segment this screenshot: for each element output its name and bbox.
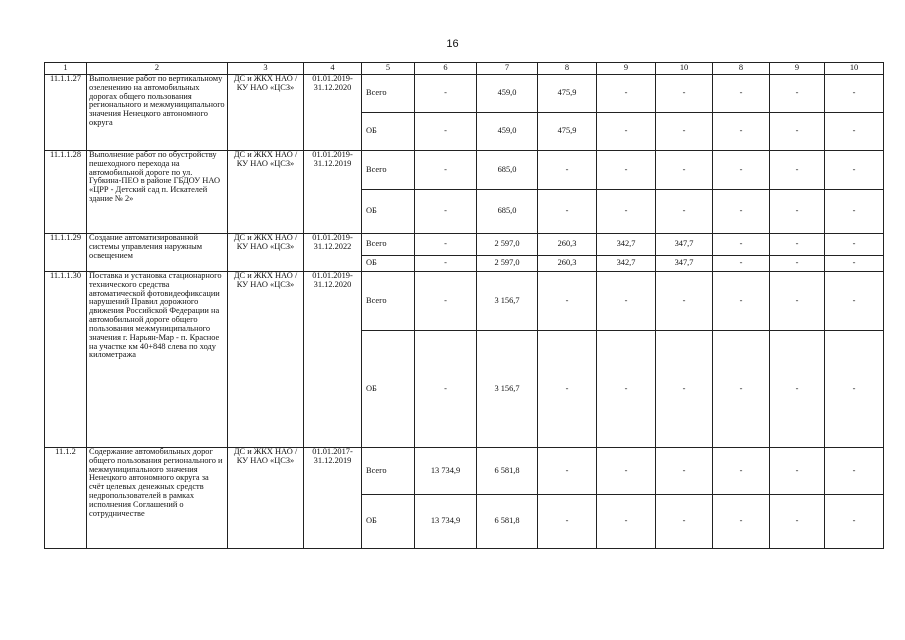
column-header: 8	[538, 63, 597, 75]
column-header: 7	[477, 63, 538, 75]
funding-source: Всего	[362, 234, 415, 256]
funding-value: 342,7	[597, 234, 656, 256]
funding-value: -	[656, 272, 713, 331]
funding-value: -	[597, 75, 656, 113]
funding-value: 2 597,0	[477, 234, 538, 256]
funding-value: -	[825, 331, 884, 448]
funding-value: -	[538, 151, 597, 190]
funding-value: 475,9	[538, 75, 597, 113]
item-name: Содержание автомобильных дорог общего пользования регионального и межмуниципального значения Ненецкого автономного округа за счёт целевых денежных средств недропользователей в рамках исполнения Соглашений о сотрудничестве	[87, 448, 228, 549]
table-row	[45, 448, 884, 495]
funding-value: -	[538, 448, 597, 495]
funding-value: -	[825, 256, 884, 272]
funding-value: -	[770, 272, 825, 331]
funding-value: 685,0	[477, 190, 538, 234]
funding-source: ОБ	[362, 256, 415, 272]
funding-value: -	[825, 151, 884, 190]
column-header: 2	[87, 63, 228, 75]
funding-value: -	[770, 113, 825, 151]
funding-source: ОБ	[362, 495, 415, 549]
funding-value: -	[597, 331, 656, 448]
funding-value: -	[770, 495, 825, 549]
funding-value: 6 581,8	[477, 448, 538, 495]
item-number: 11.1.1.30	[45, 272, 87, 448]
funding-value: -	[415, 331, 477, 448]
funding-value: -	[825, 113, 884, 151]
funding-value: 685,0	[477, 151, 538, 190]
funding-value: -	[597, 272, 656, 331]
item-number: 11.1.1.29	[45, 234, 87, 272]
table-row	[45, 234, 884, 256]
item-name: Выполнение работ по вертикальному озеленению на автомобильных дорогах общего пользования регионального и межмуниципального значения Ненецкого автономного округа	[87, 75, 228, 151]
funding-value: -	[770, 151, 825, 190]
column-header: 5	[362, 63, 415, 75]
funding-value: -	[656, 448, 713, 495]
funding-value: 342,7	[597, 256, 656, 272]
funding-source: Всего	[362, 448, 415, 495]
funding-value: -	[415, 256, 477, 272]
item-name: Создание автоматизированной системы управления наружным освещением	[87, 234, 228, 272]
funding-value: -	[713, 331, 770, 448]
funding-value: -	[770, 190, 825, 234]
responsible-executor: ДС и ЖКХ НАО / КУ НАО «ЦСЗ»	[228, 272, 304, 448]
implementation-period: 01.01.2019-31.12.2022	[304, 234, 362, 272]
funding-value: -	[825, 495, 884, 549]
funding-value: -	[538, 495, 597, 549]
funding-source: Всего	[362, 272, 415, 331]
responsible-executor: ДС и ЖКХ НАО / КУ НАО «ЦСЗ»	[228, 75, 304, 151]
funding-value: -	[825, 190, 884, 234]
funding-value: -	[770, 234, 825, 256]
funding-value: -	[713, 234, 770, 256]
table-row	[45, 75, 884, 113]
funding-value: -	[825, 448, 884, 495]
funding-value: -	[415, 234, 477, 256]
funding-value: -	[415, 190, 477, 234]
funding-source: Всего	[362, 151, 415, 190]
table-row	[45, 151, 884, 190]
funding-value: -	[713, 113, 770, 151]
funding-value: 347,7	[656, 234, 713, 256]
funding-value: -	[415, 75, 477, 113]
funding-value: -	[825, 234, 884, 256]
column-header: 8	[713, 63, 770, 75]
funding-value: -	[656, 151, 713, 190]
funding-value: -	[656, 75, 713, 113]
item-number: 11.1.2	[45, 448, 87, 549]
funding-value: 6 581,8	[477, 495, 538, 549]
funding-value: 347,7	[656, 256, 713, 272]
funding-value: 13 734,9	[415, 495, 477, 549]
funding-value: -	[713, 151, 770, 190]
funding-value: -	[713, 272, 770, 331]
funding-value: -	[538, 272, 597, 331]
implementation-period: 01.01.2017-31.12.2019	[304, 448, 362, 549]
implementation-period: 01.01.2019-31.12.2020	[304, 75, 362, 151]
funding-value: 2 597,0	[477, 256, 538, 272]
funding-source: ОБ	[362, 113, 415, 151]
program-table	[44, 62, 884, 549]
item-name: Поставка и установка стационарного технического средства автоматической фотовидеофиксации нарушений Правил дорожного движения Российской Федерации на автомобильной дороге общего пользования межмуниципального значения г. Нарьян-Мар - п. Красное на участке км 40+848 слева по ходу километража	[87, 272, 228, 448]
funding-value: 3 156,7	[477, 331, 538, 448]
column-header: 6	[415, 63, 477, 75]
funding-source: ОБ	[362, 331, 415, 448]
item-number: 11.1.1.27	[45, 75, 87, 151]
funding-value: 260,3	[538, 256, 597, 272]
funding-value: -	[713, 256, 770, 272]
column-header: 10	[825, 63, 884, 75]
implementation-period: 01.01.2019-31.12.2020	[304, 272, 362, 448]
page-number: 16	[446, 38, 459, 50]
funding-value: -	[597, 495, 656, 549]
funding-value: -	[770, 448, 825, 495]
funding-value: -	[597, 190, 656, 234]
funding-value: -	[713, 495, 770, 549]
funding-value: -	[415, 272, 477, 331]
funding-value: 475,9	[538, 113, 597, 151]
funding-value: -	[415, 113, 477, 151]
column-header: 9	[770, 63, 825, 75]
funding-value: -	[415, 151, 477, 190]
column-header: 1	[45, 63, 87, 75]
funding-value: -	[597, 448, 656, 495]
table-row	[45, 272, 884, 331]
funding-value: -	[656, 331, 713, 448]
column-header: 9	[597, 63, 656, 75]
column-header: 10	[656, 63, 713, 75]
funding-value: -	[597, 113, 656, 151]
responsible-executor: ДС и ЖКХ НАО / КУ НАО «ЦСЗ»	[228, 448, 304, 549]
funding-value: 459,0	[477, 75, 538, 113]
funding-value: -	[538, 331, 597, 448]
funding-value: -	[656, 495, 713, 549]
funding-value: -	[770, 331, 825, 448]
responsible-executor: ДС и ЖКХ НАО / КУ НАО «ЦСЗ»	[228, 151, 304, 234]
implementation-period: 01.01.2019-31.12.2019	[304, 151, 362, 234]
funding-value: -	[825, 272, 884, 331]
funding-value: -	[825, 75, 884, 113]
funding-value: -	[713, 448, 770, 495]
column-header: 4	[304, 63, 362, 75]
funding-value: -	[770, 75, 825, 113]
funding-value: -	[713, 190, 770, 234]
funding-source: Всего	[362, 75, 415, 113]
funding-value: -	[656, 113, 713, 151]
funding-source: ОБ	[362, 190, 415, 234]
funding-value: -	[656, 190, 713, 234]
item-number: 11.1.1.28	[45, 151, 87, 234]
funding-value: -	[713, 75, 770, 113]
header-row	[45, 63, 884, 75]
funding-value: 13 734,9	[415, 448, 477, 495]
column-header: 3	[228, 63, 304, 75]
funding-value: 3 156,7	[477, 272, 538, 331]
funding-value: -	[538, 190, 597, 234]
item-name: Выполнение работ по обустройству пешеходного перехода на автомобильной дороге по ул. Губкина-ПЕО в районе ГБДОУ НАО «ЦРР - Детский сад п. Искателей здание № 2»	[87, 151, 228, 234]
funding-value: 260,3	[538, 234, 597, 256]
funding-value: -	[770, 256, 825, 272]
funding-value: -	[597, 151, 656, 190]
responsible-executor: ДС и ЖКХ НАО / КУ НАО «ЦСЗ»	[228, 234, 304, 272]
funding-value: 459,0	[477, 113, 538, 151]
